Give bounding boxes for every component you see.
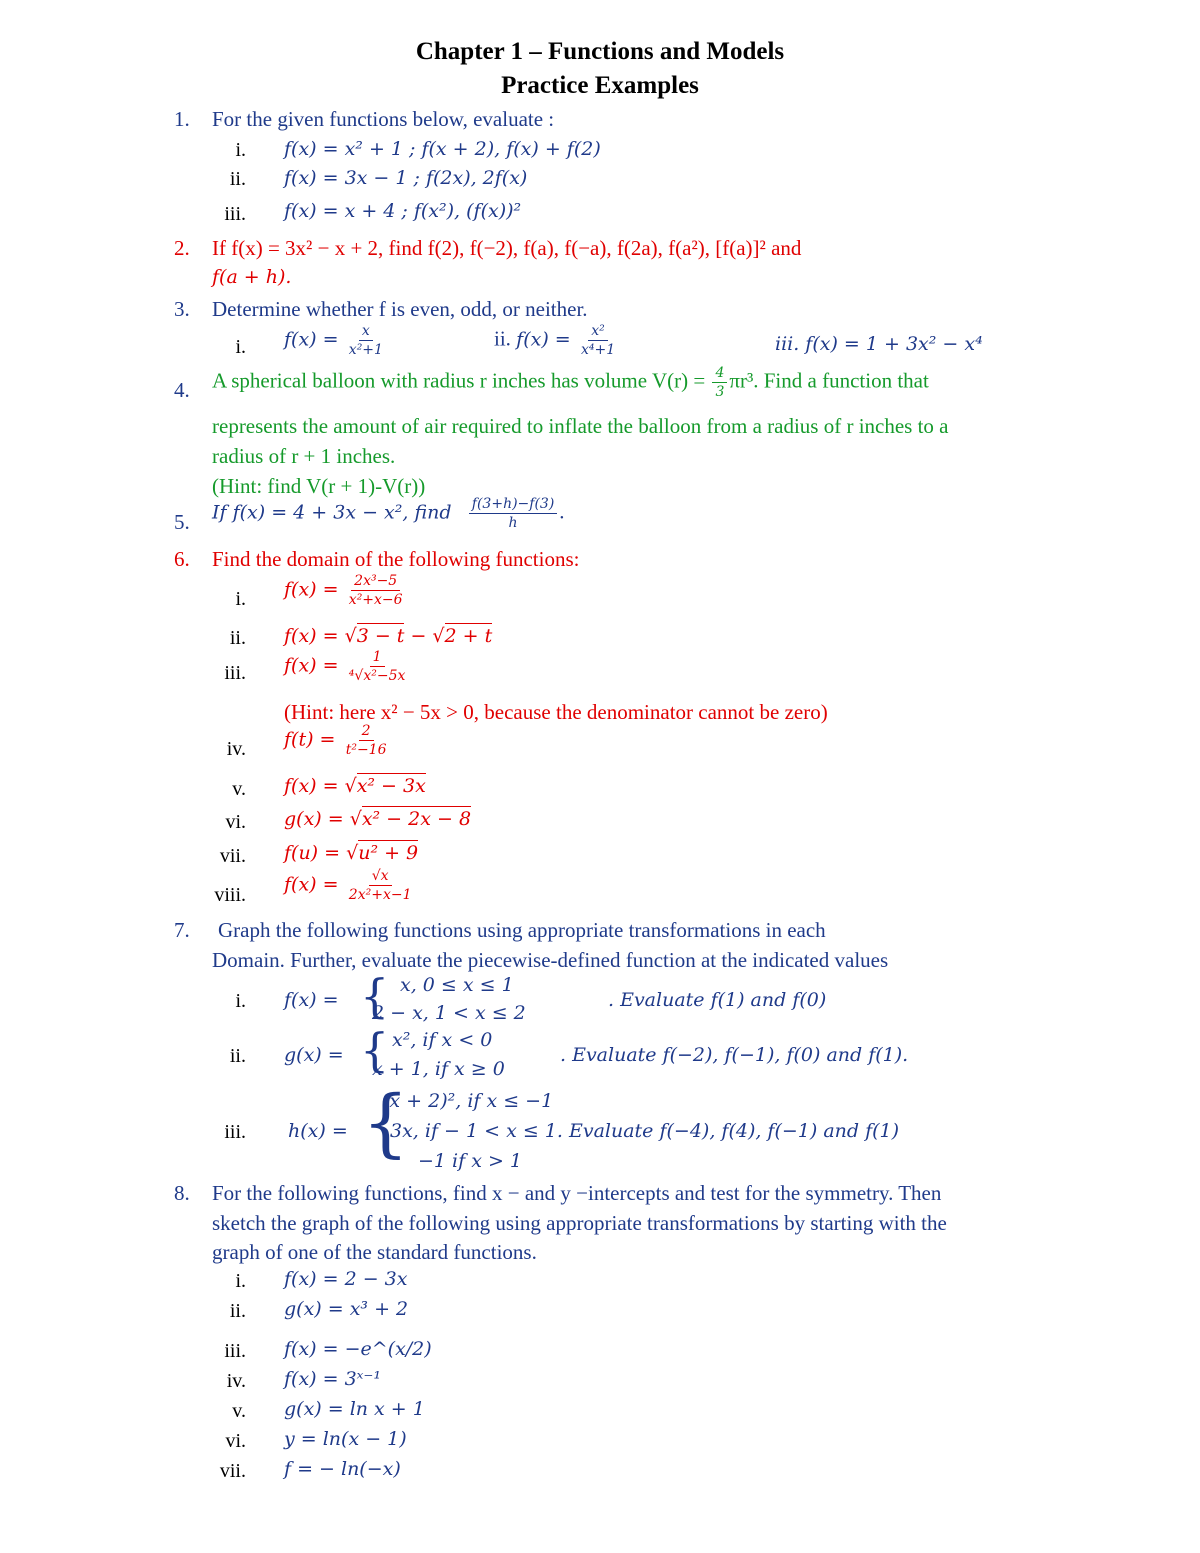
- q7-line2: Domain. Further, evaluate the piecewise-defined function at the indicated values: [212, 948, 889, 972]
- q6-ii-label: ii.: [229, 627, 246, 649]
- q3-i-fraction: $\frac{x}{\text{x²+1}}$: [348, 323, 383, 358]
- q3-i-label: i.: [235, 336, 246, 358]
- q7-ii-lhs: g(x) =: [284, 1044, 344, 1066]
- q7-iii-case1: (x + 2)², if x ≤ −1: [382, 1090, 554, 1112]
- q1-i-label: i.: [235, 139, 246, 161]
- q6-iv-label: iv.: [226, 738, 246, 760]
- q1-iii-expr: f(x) = x + 4 ; f(x²), (f(x))²: [284, 200, 522, 222]
- q4-line4: (Hint: find V(r + 1)-V(r)): [212, 474, 426, 498]
- q6-v-expr: f(x) = √x² − 3x: [284, 775, 426, 797]
- q8-line1: For the following functions, find x − and y −intercepts and test for the symmetry. Then: [212, 1181, 942, 1205]
- q2-line1: If f(x) = 3x² − x + 2, find f(2), f(−2), f(a), f(−a), f(2a), f(a²), [f(a)]² and: [212, 236, 802, 260]
- q6-vii-label: vii.: [219, 845, 246, 867]
- q8-item-expr: f = − ln(−x): [284, 1458, 401, 1480]
- q1-ii-expr: f(x) = 3x − 1 ; f(2x), 2f(x): [284, 167, 528, 189]
- q3-ii-expr: ii. f(x) = $\frac{\text{x²}}{\text{x⁴+1}}$: [494, 324, 620, 357]
- q6-viii-expr: f(x) = $\frac{√x}{\text{2x²+x−1}}$: [284, 869, 416, 902]
- q8-item-label: v.: [232, 1400, 246, 1422]
- q8-item-expr: f(x) = 3ˣ⁻¹: [284, 1368, 382, 1390]
- q8-item-expr: f(x) = 2 − 3x: [284, 1268, 408, 1290]
- q7-ii-eval: . Evaluate f(−2), f(−1), f(0) and f(1).: [560, 1044, 909, 1066]
- q7-iii-case2: 3x, if − 1 < x ≤ 1. Evaluate f(−4), f(4), f(−1) and f(1): [390, 1120, 900, 1142]
- q3-number: 3.: [174, 297, 190, 321]
- q6-iii-expr: f(x) = $\frac{1}{\text{⁴√x²−5x}}$: [284, 650, 410, 683]
- q2-line2: f(a + h).: [212, 266, 292, 288]
- q1-iii-label: iii.: [224, 203, 246, 225]
- q7-line1: Graph the following functions using appropriate transformations in each: [218, 918, 826, 942]
- q6-iii-label: iii.: [224, 662, 246, 684]
- q6-vi-expr: g(x) = √x² − 2x − 8: [284, 808, 472, 830]
- q4-line2: represents the amount of air required to inflate the balloon from a radius of r inches to a: [212, 414, 949, 438]
- q7-iii-lhs: h(x) =: [288, 1120, 348, 1142]
- q8-item-expr: g(x) = x³ + 2: [284, 1298, 409, 1320]
- q8-item-label: iv.: [226, 1370, 246, 1392]
- q7-ii-case2: x + 1, if x ≥ 0: [372, 1058, 505, 1080]
- q8-line3: graph of one of the standard functions.: [212, 1240, 537, 1264]
- q6-iv-fraction: $\frac{2}{\text{t²−16}}$: [345, 723, 387, 758]
- q7-i-case2: 2 − x, 1 < x ≤ 2: [372, 1002, 526, 1024]
- q8-item-expr: y = ln(x − 1): [284, 1428, 407, 1450]
- page-title: Chapter 1 – Functions and Models: [415, 38, 785, 65]
- q1-text: For the given functions below, evaluate :: [212, 107, 555, 131]
- q8-item-expr: f(x) = −e^(x/2): [284, 1338, 432, 1360]
- q4-number: 4.: [174, 378, 190, 402]
- q5-number: 5.: [174, 510, 190, 534]
- q1-i-expr: f(x) = x² + 1 ; f(x + 2), f(x) + f(2): [284, 138, 601, 160]
- q7-i-brace: {: [360, 969, 390, 1023]
- q3-i-expr: f(x) = $\frac{x}{\text{x²+1}}$: [284, 324, 388, 357]
- q6-i-fraction: $\frac{\text{2x³−5}}{\text{x²+x−6}}$: [348, 573, 403, 608]
- q8-number: 8.: [174, 1181, 190, 1205]
- q7-iii-label: iii.: [224, 1121, 246, 1143]
- q6-text: Find the domain of the following functions:: [212, 547, 580, 571]
- q7-iii-brace: {: [362, 1080, 410, 1166]
- q3-ii-fraction: $\frac{\text{x²}}{\text{x⁴+1}}$: [580, 323, 616, 358]
- q4-line1: A spherical balloon with radius r inches has volume V(r) = $\frac{4}{3}$ πr³. Find a function that: [212, 365, 929, 400]
- q8-item-label: ii.: [229, 1300, 246, 1322]
- q8-item-expr: g(x) = ln x + 1: [284, 1398, 425, 1420]
- q4-fraction: $\frac{4}{3}$: [712, 366, 727, 399]
- q3-text: Determine whether f is even, odd, or neither.: [212, 297, 588, 321]
- q7-iii-case3: −1 if x > 1: [418, 1150, 522, 1172]
- q6-viii-label: viii.: [214, 884, 246, 906]
- q7-ii-label: ii.: [229, 1045, 246, 1067]
- q6-i-expr: f(x) = $\frac{\text{2x³−5}}{\text{x²+x−6}}$: [284, 574, 408, 607]
- q6-number: 6.: [174, 547, 190, 571]
- q5-fraction: $\frac{f(3+h)-f(3)}{h}$: [469, 497, 558, 530]
- q7-i-case1: x, 0 ≤ x ≤ 1: [400, 974, 514, 996]
- q6-vii-expr: f(u) = √u² + 9: [284, 842, 419, 864]
- q7-ii-case1: x², if x < 0: [392, 1029, 493, 1051]
- q6-iii-fraction: $\frac{1}{\text{⁴√x²−5x}}$: [348, 649, 406, 684]
- q6-hint: (Hint: here x² − 5x > 0, because the denominator cannot be zero): [284, 700, 828, 724]
- q6-i-label: i.: [235, 588, 246, 610]
- q7-i-label: i.: [235, 990, 246, 1012]
- q7-i-eval: . Evaluate f(1) and f(0): [608, 989, 827, 1011]
- q6-v-label: v.: [232, 778, 246, 800]
- q7-ii-brace: {: [360, 1023, 390, 1077]
- q5-line: If f(x) = 4 + 3x − x², find $\frac{f(3+h)-f(3)}{h}$ .: [212, 496, 565, 531]
- q8-item-label: vii.: [219, 1460, 246, 1482]
- q8-item-label: iii.: [224, 1340, 246, 1362]
- q3-iii-expr: iii. f(x) = 1 + 3x² − x⁴: [775, 333, 983, 355]
- q7-number: 7.: [174, 918, 190, 942]
- q4-line3: radius of r + 1 inches.: [212, 444, 396, 468]
- page-subtitle: Practice Examples: [501, 72, 699, 99]
- q1-number: 1.: [174, 107, 190, 131]
- q6-ii-expr: f(x) = √3 − t − √2 + t: [284, 625, 493, 647]
- q2-number: 2.: [174, 236, 190, 260]
- q8-line2: sketch the graph of the following using appropriate transformations by starting with the: [212, 1211, 947, 1235]
- q6-iv-expr: f(t) = $\frac{2}{\text{t²−16}}$: [284, 724, 392, 757]
- q7-i-lhs: f(x) =: [284, 989, 339, 1011]
- q8-item-label: vi.: [225, 1430, 246, 1452]
- q1-ii-label: ii.: [229, 168, 246, 190]
- q6-viii-fraction: $\frac{√x}{\text{2x²+x−1}}$: [348, 868, 412, 903]
- q6-vi-label: vi.: [225, 811, 246, 833]
- q8-item-label: i.: [235, 1270, 246, 1292]
